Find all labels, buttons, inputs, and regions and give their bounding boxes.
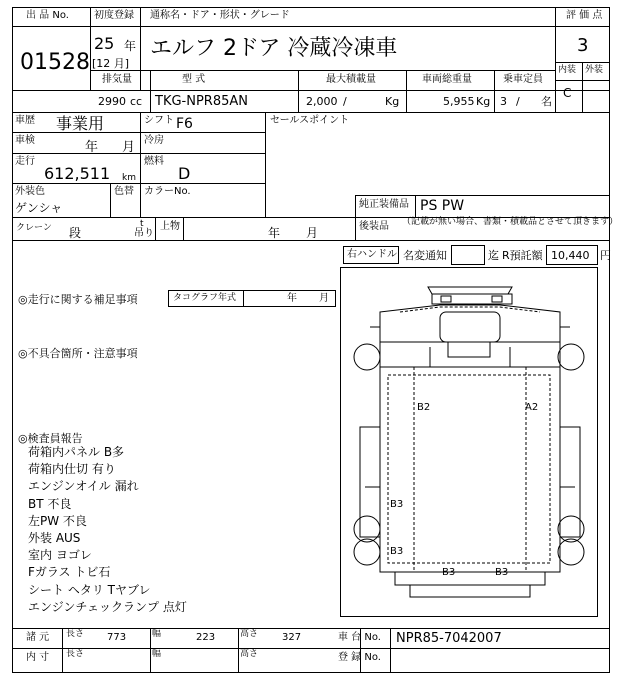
length-label: 長さ bbox=[66, 629, 85, 639]
crane-ton-label: 吊り bbox=[134, 228, 154, 239]
sales-point-label: セールスポイント bbox=[270, 115, 350, 126]
equipment: PS PW bbox=[420, 198, 465, 214]
first-registration-label: 初度登録 bbox=[94, 10, 134, 21]
defects-label: ◎不具合箇所・注意事項 bbox=[18, 347, 138, 360]
r-deposit-label: R預託額 bbox=[502, 249, 543, 262]
tachograph-label: タコグラフ年式 bbox=[173, 293, 237, 303]
aftermarket-label: 後装品 bbox=[359, 221, 389, 232]
first-registration-month: [12 月] bbox=[92, 57, 130, 70]
history-label: 車歴 bbox=[15, 115, 35, 126]
driving-notes-label: ◎走行に関する補足事項 bbox=[18, 293, 138, 306]
interior-height-label: 高さ bbox=[240, 649, 259, 659]
width-label: 幅 bbox=[152, 629, 162, 639]
tachograph-divider bbox=[243, 290, 244, 307]
height: 327 bbox=[282, 632, 302, 643]
inspection-month: 月 bbox=[122, 140, 136, 155]
color-code-label: カラーNo. bbox=[144, 186, 191, 197]
capacity-label: 乗車定員 bbox=[503, 74, 543, 85]
shift-label: シフト bbox=[144, 115, 174, 126]
score: 3 bbox=[577, 35, 589, 56]
mark-b3-rear-right: B3 bbox=[495, 567, 509, 578]
tachograph-box bbox=[168, 290, 336, 307]
mileage-unit: km bbox=[122, 173, 136, 183]
model-code: TKG-NPR85AN bbox=[155, 94, 248, 109]
inspector-report-item: 外装 AUS bbox=[28, 531, 81, 545]
mark-a2: A2 bbox=[525, 402, 539, 413]
capacity-unit: 名 bbox=[541, 95, 552, 108]
truck-outline-svg bbox=[340, 267, 598, 617]
ac-label: 冷房 bbox=[144, 135, 164, 146]
lot-number: 01528 bbox=[20, 50, 90, 75]
vehicle-name: エルフ 2ドア 冷蔵冷凍車 bbox=[150, 36, 398, 61]
displacement-unit: cc bbox=[130, 95, 143, 108]
upper-body-month: 月 bbox=[306, 226, 319, 240]
inspector-report-item: 室内 ヨゴレ bbox=[28, 548, 92, 563]
registration-label: 登 録 No. bbox=[338, 652, 381, 663]
r-deposit-unit: 円 bbox=[600, 249, 611, 262]
inspector-report-label: ◎検査員報告 bbox=[18, 432, 83, 445]
max-load-label: 最大積載量 bbox=[326, 74, 376, 85]
shift: F6 bbox=[176, 116, 193, 132]
right-hand-box bbox=[343, 246, 399, 264]
inspector-report-item: エンジンオイル 漏れ bbox=[28, 479, 139, 494]
max-load-unit: Kg bbox=[385, 95, 400, 108]
fuel: D bbox=[178, 164, 191, 183]
chassis-label: 車 台 No. bbox=[338, 632, 381, 643]
interior-grade-label: 内装 bbox=[558, 65, 577, 75]
width: 223 bbox=[196, 632, 216, 643]
tachograph-year: 年 bbox=[287, 293, 297, 304]
inspection-label: 車検 bbox=[15, 135, 35, 146]
mark-b3-left: B3 bbox=[390, 499, 404, 510]
exterior-color: ゲンシャ bbox=[15, 201, 63, 215]
inspector-report-item: 左PW 不良 bbox=[28, 513, 87, 528]
mileage: 612,511 bbox=[44, 164, 111, 183]
r-deposit: 10,440 bbox=[551, 249, 590, 262]
max-load: 2,000 bbox=[306, 95, 338, 108]
interior-width-label: 幅 bbox=[152, 649, 162, 659]
chassis-number: NPR85-7042007 bbox=[396, 631, 502, 646]
inspector-report-item: Fガラス トビ石 bbox=[28, 565, 111, 580]
crane-ton-unit: t bbox=[140, 219, 144, 229]
capacity-slash: / bbox=[516, 95, 520, 108]
gross-weight-label: 車両総重量 bbox=[422, 74, 472, 85]
capacity: 3 bbox=[500, 95, 507, 108]
crane-label: クレーン bbox=[16, 223, 52, 233]
first-registration-year: 25 bbox=[94, 34, 115, 53]
height-label: 高さ bbox=[240, 629, 259, 639]
inspector-report-item: エンジンチェックランプ 点灯 bbox=[28, 599, 187, 614]
mark-b3-rear-left: B3 bbox=[442, 567, 456, 578]
vehicle-diagram bbox=[340, 267, 598, 617]
mileage-label: 走行 bbox=[15, 156, 35, 167]
specifications-label: 諸 元 bbox=[26, 632, 50, 643]
inspector-report-item: 荷箱内仕切 有り bbox=[28, 462, 116, 477]
history: 事業用 bbox=[56, 114, 105, 133]
inspector-report-item: シート ヘタリ Tヤブレ bbox=[28, 582, 151, 597]
right-hand-label: 右ハンドル bbox=[347, 249, 397, 260]
year-label: 年 bbox=[124, 39, 137, 53]
inspection-year: 年 bbox=[85, 140, 99, 155]
score-label: 評 価 点 bbox=[566, 10, 603, 21]
upper-body-label: 上物 bbox=[160, 221, 180, 232]
vehicle-name-label: 通称名・ドア・形状・グレード bbox=[150, 10, 290, 21]
exterior-grade-label: 外装 bbox=[585, 65, 604, 75]
name-change-label: 名変通知 bbox=[403, 249, 447, 262]
interior-dimensions-label: 内 寸 bbox=[26, 652, 50, 663]
length: 773 bbox=[107, 632, 127, 643]
interior-grade: C bbox=[563, 86, 572, 100]
aftermarket-note: （記載が無い場合、書類・積載品とさせて頂きます） bbox=[402, 217, 619, 227]
gross-weight-unit: Kg bbox=[476, 95, 491, 108]
gross-weight: 5,955 bbox=[443, 95, 475, 108]
name-change-box bbox=[451, 245, 485, 265]
r-deposit-box bbox=[546, 245, 598, 265]
model-label: 型 式 bbox=[182, 74, 206, 85]
max-load-slash: / bbox=[343, 95, 347, 108]
tachograph-month: 月 bbox=[319, 293, 329, 304]
upper-body-year: 年 bbox=[268, 226, 281, 240]
inspector-report-item: 荷箱内パネル B多 bbox=[28, 445, 125, 459]
equipment-label: 純正装備品 bbox=[359, 199, 409, 210]
fuel-label: 燃料 bbox=[144, 156, 164, 167]
crane-stage: 段 bbox=[69, 226, 82, 240]
inspector-report-item: BT 不良 bbox=[28, 496, 72, 511]
interior-length-label: 長さ bbox=[66, 649, 85, 659]
color-change-label: 色替 bbox=[114, 186, 134, 197]
mark-b2: B2 bbox=[417, 402, 431, 413]
lot-label: 出 品 No. bbox=[26, 10, 69, 21]
mark-b3-left-low: B3 bbox=[390, 546, 404, 557]
exterior-color-label: 外装色 bbox=[15, 186, 45, 197]
deadline-label: 迄 bbox=[488, 249, 499, 262]
displacement-label: 排気量 bbox=[102, 74, 132, 85]
displacement: 2990 bbox=[98, 95, 126, 108]
